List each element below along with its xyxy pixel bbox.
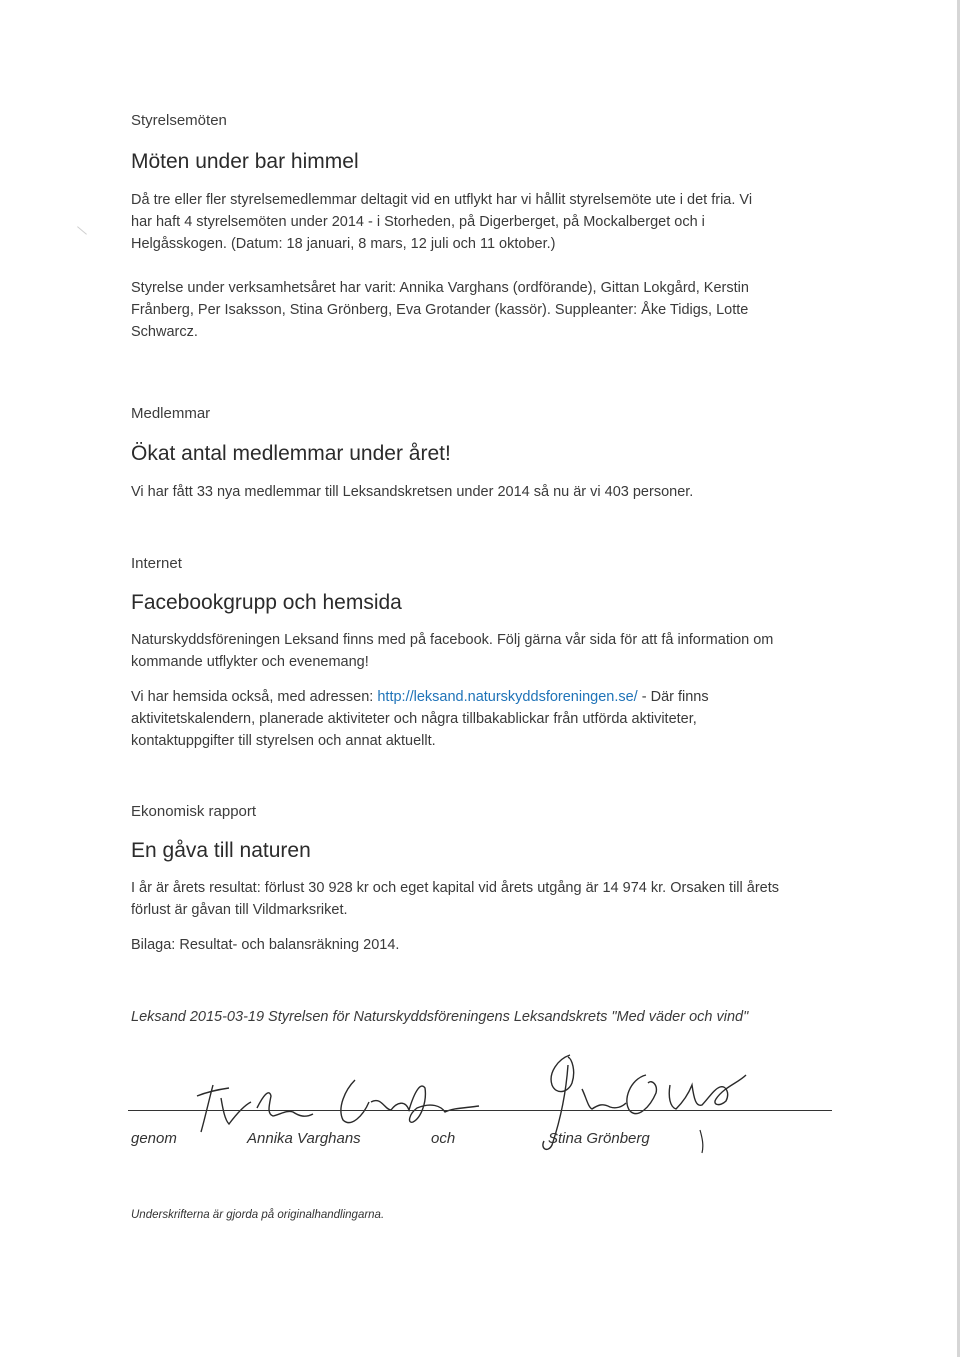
heading-internet: Facebookgrupp och hemsida [131,591,402,614]
scan-mark [77,226,87,234]
paragraph-ekonomi-attachment [131,934,831,956]
signature-och-label: och [431,1130,456,1147]
section-label-ekonomi: Ekonomisk rapport [131,803,257,820]
paragraph-internet-website [131,686,831,752]
text-line: Bilaga: Resultat- och balansräkning 2014. [131,937,400,953]
paragraph-ekonomi-result [131,877,831,921]
paragraph-medlemmar [131,481,831,503]
website-intro: Vi har hemsida också, med adressen: [131,689,378,705]
text-line: aktivitetskalendern, planerade aktiviteter och några tillbakablickar från utförda aktiviteter, [131,711,697,727]
text-line: Naturskyddsföreningen Leksand finns med på facebook. Följ gärna vår sida för att få information om [131,632,774,648]
signature-note: Underskrifterna är gjorda på originalhandlingarna. [131,1209,385,1221]
text-line: Då tre eller fler styrelsemedlemmar deltagit vid en utflykt har vi hållit styrelsemöte ute i det fria. Vi [131,192,753,208]
text-line: Styrelse under verksamhetsåret har varit: Annika Varghans (ordförande), Gittan Lokgård, Kerstin [131,280,749,296]
text-line: Helgåsskogen. (Datum: 18 januari, 8 mars, 12 juli och 11 oktober.) [131,236,556,252]
text-line: Vi har fått 33 nya medlemmar till Leksandskretsen under 2014 så nu är vi 403 personer. [131,484,694,500]
signature-annika-image [195,1050,495,1140]
text-line: förlust är gåvan till Vildmarksriket. [131,902,348,918]
text-line: har haft 4 styrelsemöten under 2014 - i Storheden, på Digerberget, på Mockalberget och i [131,214,705,230]
text-line: Frånberg, Per Isaksson, Stina Grönberg, Eva Grotander (kassör). Suppleanter: Åke Tidigs, Lotte [131,302,749,318]
text-line [131,686,831,708]
heading-styrelse: Möten under bar himmel [131,150,359,173]
website-after: - Där finns [637,689,709,705]
paragraph-internet-facebook [131,629,831,673]
website-link[interactable]: http://leksand.naturskyddsforeningen.se/ [377,689,638,705]
heading-ekonomi: En gåva till naturen [131,839,311,862]
signer-name-annika: Annika Varghans [247,1130,361,1147]
text-line: I år är årets resultat: förlust 30 928 kr och eget kapital vid årets utgång är 14 974 kr. Orsaken till årets [131,880,779,896]
section-label-styrelse: Styrelsemöten [131,112,227,129]
text-line: Schwarcz. [131,324,198,340]
closing-line: Leksand 2015-03-19 Styrelsen för Naturskyddsföreningens Leksandskrets "Med väder och vind" [131,1009,749,1025]
text-line: kommande utflykter och evenemang! [131,654,369,670]
signature-line [128,1110,832,1111]
section-label-medlemmar: Medlemmar [131,405,211,422]
text-line: kontaktuppgifter till styrelsen och annat aktuellt. [131,733,436,749]
heading-medlemmar: Ökat antal medlemmar under året! [131,442,451,465]
signer-name-stina: Stina Grönberg [548,1130,650,1147]
paragraph-styrelse-members [131,277,831,343]
paragraph-styrelse-meetings [131,189,831,255]
signature-genom-label: genom [131,1130,177,1147]
section-label-internet: Internet [131,555,182,572]
